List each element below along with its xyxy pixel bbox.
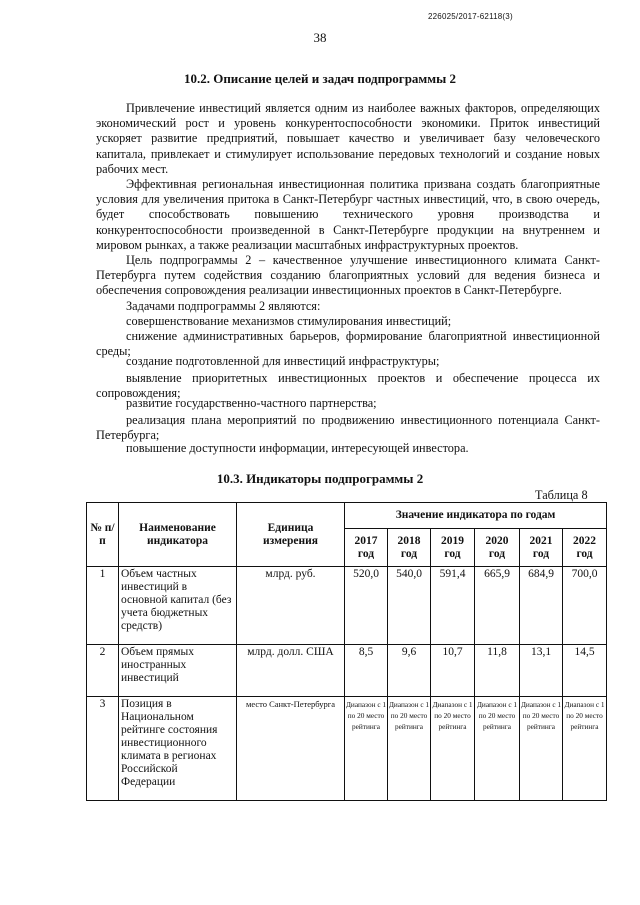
indicator-value: 520,0 xyxy=(345,567,388,645)
indicator-value: 11,8 xyxy=(475,645,520,697)
task-item: развитие государственно-частного партнерства; xyxy=(126,396,377,410)
indicator-value: 700,0 xyxy=(563,567,607,645)
row-number: 2 xyxy=(87,645,119,697)
header-indicator-name: Наименование индикатора xyxy=(119,503,237,567)
indicator-value: Диапазон с 1 по 20 место рейтинга xyxy=(475,697,520,801)
header-year: 2020 год xyxy=(475,529,520,567)
document-registration-number: 226025/2017-62118(3) xyxy=(428,12,513,21)
header-year: 2021 год xyxy=(520,529,563,567)
header-number: № п/п xyxy=(87,503,119,567)
page-number: 38 xyxy=(313,30,327,45)
task-item: выявление приоритетных инвестиционных проектов и обеспечение процесса их сопровождения; xyxy=(96,371,600,401)
indicator-value: 13,1 xyxy=(520,645,563,697)
task-item: снижение административных барьеров, формирование благоприятной инвестиционной среды; xyxy=(96,329,600,359)
indicator-value: Диапазон с 1 по 20 место рейтинга xyxy=(520,697,563,801)
indicators-table xyxy=(86,502,607,801)
indicator-value: 10,7 xyxy=(431,645,475,697)
indicator-unit: место Санкт-Петербурга xyxy=(237,697,345,801)
table-row xyxy=(87,645,607,697)
task-item: реализация плана мероприятий по продвижению инвестиционного потенциала Санкт-Петербурга; xyxy=(96,413,600,443)
indicator-value: Диапазон с 1 по 20 место рейтинга xyxy=(431,697,475,801)
indicator-value: 14,5 xyxy=(563,645,607,697)
indicator-value: 684,9 xyxy=(520,567,563,645)
indicator-value: Диапазон с 1 по 20 место рейтинга xyxy=(345,697,388,801)
indicator-value: 540,0 xyxy=(388,567,431,645)
header-values-by-year: Значение индикатора по годам xyxy=(345,503,607,529)
indicator-value: 9,6 xyxy=(388,645,431,697)
paragraph-investment-intro: Привлечение инвестиций является одним из наиболее важных факторов, определяющих экономический рост и уровень конкурентоспособности экономики. Приток инвестиций ускоряет развитие предприятий, повышает качество и увеличивает базу человеческого капитала, привлекает и стимулирует использование передовых технологий и создание новых рабочих мест. xyxy=(96,101,600,176)
indicator-value: 8,5 xyxy=(345,645,388,697)
header-year: 2019 год xyxy=(431,529,475,567)
paragraph-investment-policy: Эффективная региональная инвестиционная политика призвана создать благоприятные условия для увеличения притока в Санкт-Петербург частных инвестиций, что, в свою очередь, будет способствовать повышению технического уровня производства и конкурентоспособности произведенной в Санкт-Петербурге продукции на внутреннем и мировом рынках, а также реализации масштабных инфраструктурных проектов. xyxy=(96,177,600,252)
row-number: 3 xyxy=(87,697,119,801)
indicator-unit: млрд. руб. xyxy=(237,567,345,645)
table-label: Таблица 8 xyxy=(535,488,588,502)
indicator-value: Диапазон с 1 по 20 место рейтинга xyxy=(563,697,607,801)
section-title-goals: 10.2. Описание целей и задач подпрограммы 2 xyxy=(183,71,457,86)
task-item: повышение доступности информации, интересующей инвестора. xyxy=(126,441,469,455)
header-unit: Единица измерения xyxy=(237,503,345,567)
task-item: совершенствование механизмов стимулирования инвестиций; xyxy=(126,314,452,328)
indicator-value: 591,4 xyxy=(431,567,475,645)
header-year: 2018 год xyxy=(388,529,431,567)
header-year: 2017 год xyxy=(345,529,388,567)
row-number: 1 xyxy=(87,567,119,645)
header-year: 2022 год xyxy=(563,529,607,567)
indicator-unit: млрд. долл. США xyxy=(237,645,345,697)
paragraph-tasks-intro: Задачами подпрограммы 2 являются: xyxy=(126,299,321,313)
indicator-name: Позиция в Национальном рейтинге состояния инвестиционного климата в регионах Российской Федерации xyxy=(119,697,237,801)
indicator-value: Диапазон с 1 по 20 место рейтинга xyxy=(388,697,431,801)
indicator-name: Объем прямых иностранных инвестиций xyxy=(119,645,237,697)
indicator-value: 665,9 xyxy=(475,567,520,645)
table-row xyxy=(87,567,607,645)
task-item: создание подготовленной для инвестиций инфраструктуры; xyxy=(126,354,440,368)
paragraph-subprogram-goal: Цель подпрограммы 2 – качественное улучшение инвестиционного климата Санкт-Петербурга путем содействия созданию благоприятных условий для ведения бизнеса и обеспечения сопровождения реализации инвестиционных проектов в Санкт-Петербурге. xyxy=(96,253,600,298)
section-title-indicators: 10.3. Индикаторы подпрограммы 2 xyxy=(216,471,424,486)
table-row xyxy=(87,697,607,801)
indicator-name: Объем частных инвестиций в основной капитал (без учета бюджетных средств) xyxy=(119,567,237,645)
